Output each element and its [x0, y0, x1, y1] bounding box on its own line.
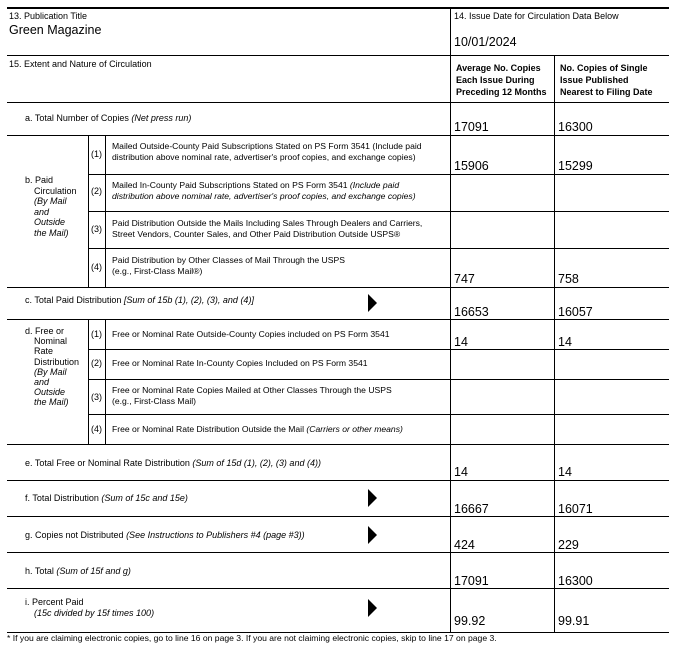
- row-f-label: f. Total Distribution (Sum of 15c and 15e): [25, 493, 188, 503]
- row-e-label: e. Total Free or Nominal Rate Distribution (Sum of 15d (1), (2), (3) and (4)): [25, 458, 321, 468]
- row-f-single: 16071: [558, 502, 593, 516]
- issue-date-label: 14. Issue Date for Circulation Data Below: [454, 11, 619, 21]
- arrow-right-icon: [368, 294, 377, 312]
- row-line: [7, 480, 669, 481]
- row-g-avg: 424: [454, 538, 475, 552]
- row-i-avg: 99.92: [454, 614, 486, 628]
- d1-single: 14: [558, 335, 572, 349]
- b4-avg: 747: [454, 272, 475, 286]
- b4-num: (4): [91, 262, 102, 272]
- d3-text: Free or Nominal Rate Copies Mailed at Other Classes Through the USPS (e.g., First-Class Mail): [112, 385, 392, 406]
- row-line: [7, 287, 669, 288]
- header-divider: [7, 55, 669, 56]
- col2-header: No. Copies of Single Issue Published Nearest to Filing Date: [560, 63, 653, 97]
- b1-avg: 15906: [454, 159, 489, 173]
- row-h-label: h. Total (Sum of 15f and g): [25, 566, 131, 576]
- b4-text: Paid Distribution by Other Classes of Mail Through the USPS (e.g., First-Class Mail®): [112, 255, 345, 276]
- row-line: [88, 379, 669, 380]
- row-line: [7, 588, 669, 589]
- row-line: [7, 444, 669, 445]
- b3-text: Paid Distribution Outside the Mails Including Sales Through Dealers and Carriers, Street Vendors, Counter Sales, and Other Paid Distribution Outside USPS®: [112, 218, 423, 239]
- arrow-right-icon: [368, 526, 377, 544]
- sub-divider-d: [105, 319, 106, 444]
- col-divider-2: [554, 55, 555, 632]
- arrow-right-icon: [368, 489, 377, 507]
- row-line: [88, 248, 669, 249]
- b2-text: Mailed In-County Paid Subscriptions Stated on PS Form 3541 (Include paid distribution above nominal rate, advertiser's proof copies, and exchange copies): [112, 180, 416, 201]
- row-line: [7, 135, 669, 136]
- d1-text: Free or Nominal Rate Outside-County Copies included on PS Form 3541: [112, 329, 390, 339]
- d1-num: (1): [91, 329, 102, 339]
- d2-num: (2): [91, 358, 102, 368]
- b-group-label: b. Paid Circulation (By Mail and Outside the Mail): [25, 175, 77, 238]
- row-line: [88, 349, 669, 350]
- row-a-label: a. Total Number of Copies (Net press run): [25, 113, 192, 123]
- row-a-avg: 17091: [454, 120, 489, 134]
- b4-single: 758: [558, 272, 579, 286]
- row-g-single: 229: [558, 538, 579, 552]
- arrow-right-icon: [368, 599, 377, 617]
- row-e-single: 14: [558, 465, 572, 479]
- b2-num: (2): [91, 186, 102, 196]
- d4-text: Free or Nominal Rate Distribution Outside the Mail (Carriers or other means): [112, 424, 403, 434]
- b1-num: (1): [91, 149, 102, 159]
- row-line: [7, 516, 669, 517]
- row-h-avg: 17091: [454, 574, 489, 588]
- row-line: [88, 414, 669, 415]
- row-line: [7, 552, 669, 553]
- row-f-avg: 16667: [454, 502, 489, 516]
- row-c-label: c. Total Paid Distribution [Sum of 15b (1), (2), (3), and (4)]: [25, 295, 254, 305]
- row-g-label: g. Copies not Distributed (See Instructions to Publishers #4 (page #3)): [25, 530, 305, 540]
- col1-header: Average No. Copies Each Issue During Preceding 12 Months: [456, 63, 547, 97]
- publication-title-label: 13. Publication Title: [9, 11, 88, 21]
- d4-num: (4): [91, 424, 102, 434]
- row-line: [7, 319, 669, 320]
- row-a-single: 16300: [558, 120, 593, 134]
- row-h-single: 16300: [558, 574, 593, 588]
- b1-single: 15299: [558, 159, 593, 173]
- row-line: [88, 174, 669, 175]
- d3-num: (3): [91, 392, 102, 402]
- issue-date: 10/01/2024: [454, 35, 517, 49]
- d1-avg: 14: [454, 335, 468, 349]
- row-c-single: 16057: [558, 305, 593, 319]
- d2-text: Free or Nominal Rate In-County Copies Included on PS Form 3541: [112, 358, 368, 368]
- row-c-avg: 16653: [454, 305, 489, 319]
- row-i-label: i. Percent Paid (15c divided by 15f times 100): [25, 597, 155, 618]
- b1-text: Mailed Outside-County Paid Subscriptions Stated on PS Form 3541 (Include paid distribution above nominal rate, advertiser's proof copies, and exchange copies): [112, 141, 422, 162]
- footnote: * If you are claiming electronic copies, go to line 16 on page 3. If you are not claiming electronic copies, skip to line 17 on page 3.: [7, 633, 497, 643]
- top-border: [7, 7, 669, 9]
- d-group-label: d. Free or Nominal Rate Distribution (By Mail and Outside the Mail): [25, 326, 80, 408]
- row-line: [88, 211, 669, 212]
- sub-divider-d: [88, 319, 89, 444]
- b3-num: (3): [91, 224, 102, 234]
- row-e-avg: 14: [454, 465, 468, 479]
- publication-title: Green Magazine: [9, 23, 102, 37]
- section-label: 15. Extent and Nature of Circulation: [9, 59, 152, 69]
- row-line: [7, 102, 669, 103]
- row-i-single: 99.91: [558, 614, 590, 628]
